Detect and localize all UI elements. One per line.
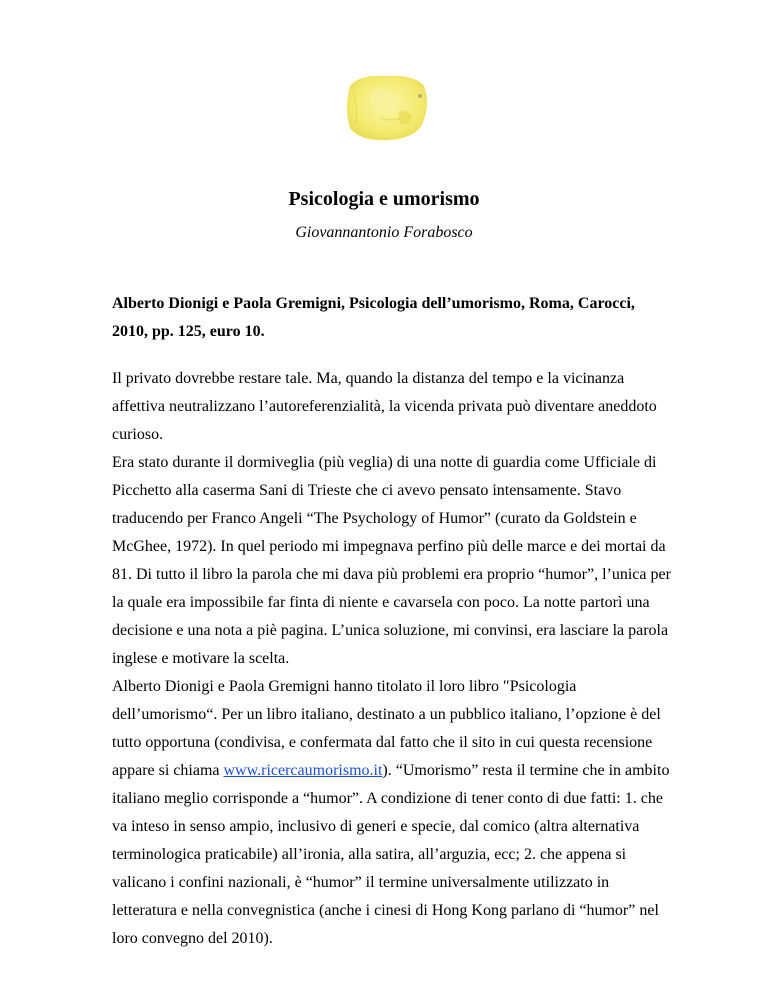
paragraph-2: Era stato durante il dormiveglia (più veglia) di una notte di guardia come Ufficiale di Picchetto alla caserma Sani di Trieste che ci avevo pensato intensamente. Stavo traducendo per Franco Angeli “The Psychology of Humor” (curato da Goldstein e McGhee, 1972). In quel periodo mi impegnava perfino più delle marce e dei mortai da 81. Di tutto il libro la parola che mi dava più problemi era proprio “humor”, l’unica per la quale era impossibile far finta di niente e cavarsela con poco. La notte partorì una decisione e una nota a piè pagina. L’unica soluzione, mi convinsi, era lasciare la parola inglese e motivare la scelta. [112, 454, 671, 667]
yellow-smudge-logo [340, 72, 432, 144]
article-title: Psicologia e umorismo [288, 188, 480, 210]
article-body [112, 365, 672, 953]
article-author: Giovannantonio Forabosco [295, 224, 473, 241]
website-link[interactable]: www.ricercaumorismo.it [223, 762, 383, 779]
paragraph-3 [112, 673, 672, 953]
paragraph-3-start: Alberto Dionigi e Paola Gremigni hanno titolato il loro libro ″Psicologia dell’umorismo“. Per un libro italiano, destinato a un pubblico italiano, l’opzione è del tutto opportuna (condivisa, e confermata dal fatto che il sito in cui questa recensione appare si chiama [112, 678, 661, 779]
book-reference: Alberto Dionigi e Paola Gremigni, Psicologia dell’umorismo, Roma, Carocci, 2010, pp. 125, euro 10. [112, 295, 635, 340]
paragraph-3-end: ). “Umorismo” resta il termine che in ambito italiano meglio corrisponde a “humor”. A condizione di tener conto di due fatti: 1. che va inteso in senso ampio, inclusivo di generi e specie, dal comico (altra alternativa terminologica praticabile) all’ironia, alla satira, all’arguzia, ecc; 2. che appena si valicano i confini nazionali, è “humor” il termine universalmente utilizzato in letteratura e nella convegnistica (anche i cinesi di Hong Kong parlano di “humor” nel loro convegno del 2010). [112, 762, 670, 947]
logo-icon [340, 72, 432, 144]
paragraph-1: Il privato dovrebbe restare tale. Ma, quando la distanza del tempo e la vicinanza affettiva neutralizzano l’autoreferenzialità, la vicenda privata può diventare aneddoto curioso. [112, 370, 657, 443]
